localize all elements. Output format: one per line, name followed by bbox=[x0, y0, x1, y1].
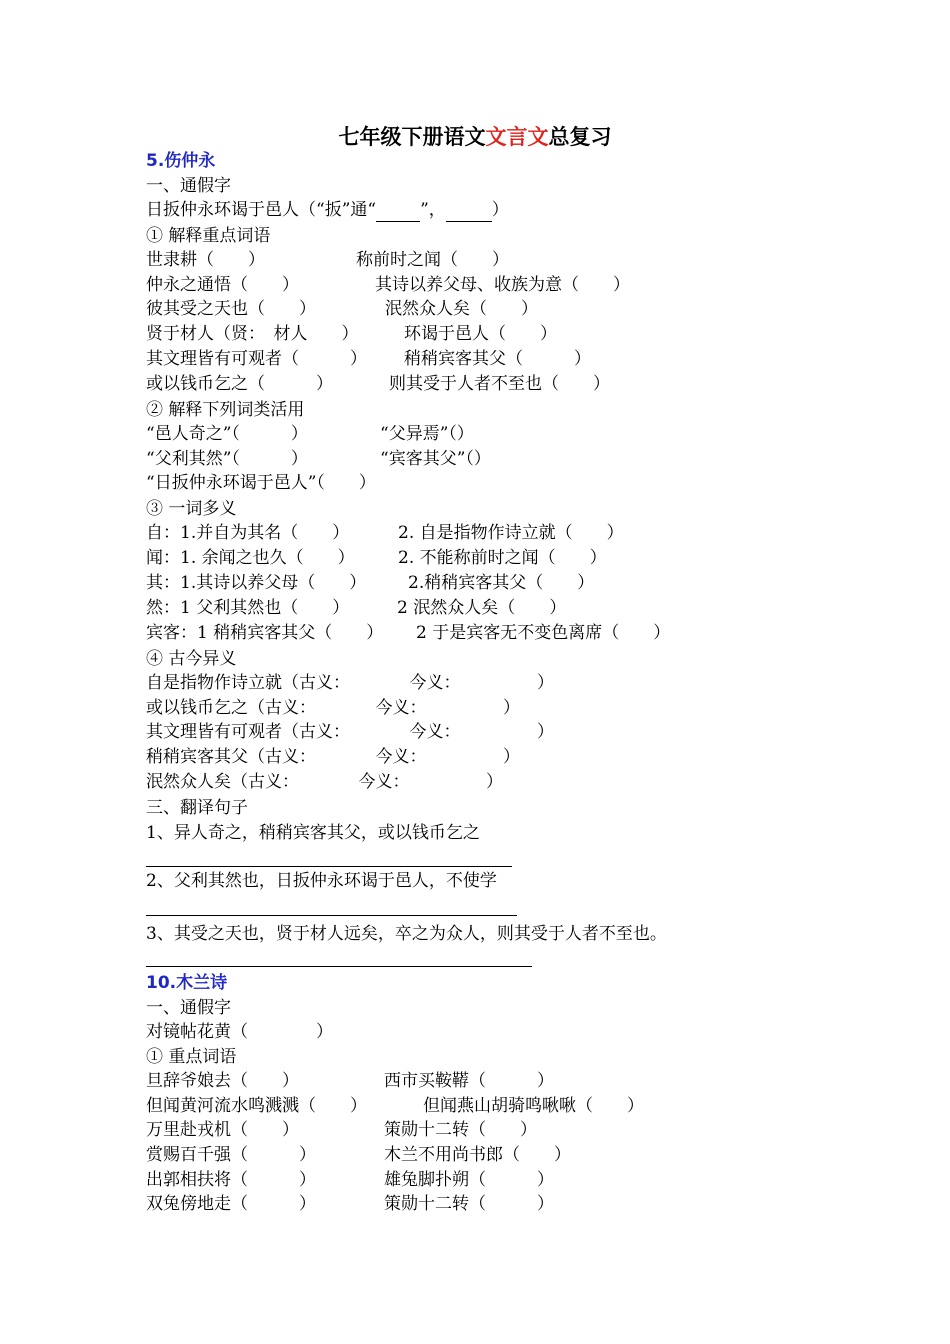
fanyi-item: 3、其受之天也，贤于材人远矣，卒之为众人，则其受于人者不至也。 bbox=[146, 924, 667, 944]
ciyu-left-item: 出郭相扶将（ ） bbox=[146, 1170, 316, 1190]
duoyi-left-item: 闻：1. 余闻之也久（ ） bbox=[146, 548, 355, 568]
ciyu-left-item: 贤于材人（贤： 材人 ） bbox=[146, 324, 359, 344]
ciyu-right-item: 泯然众人矣（ ） bbox=[385, 299, 538, 319]
title-highlight: 文言文 bbox=[485, 124, 549, 149]
duoyi-right-item: 2 泯然众人矣（ ） bbox=[397, 598, 567, 618]
title-suffix: 总复习 bbox=[548, 124, 612, 149]
huoyong-left-item: “父利其然”（ ） bbox=[146, 449, 308, 469]
gujin-item: 其文理皆有可观者（古义： 今义： ） bbox=[146, 722, 554, 742]
title-prefix: 七年级下册语文 bbox=[338, 124, 486, 149]
tongjia-text-b: ”， bbox=[420, 200, 446, 220]
huoyong-right-item: “宾客其父”（） bbox=[380, 449, 491, 469]
ciyu-left-item: 彼其受之天也（ ） bbox=[146, 299, 316, 319]
duoyi-right-item: 2.稍稍宾客其父（ ） bbox=[408, 573, 595, 593]
tongjia-line bbox=[146, 199, 509, 222]
duoyi-left-item: 自：1.并自为其名（ ） bbox=[146, 523, 350, 543]
ciyu-heading: ① 重点词语 bbox=[146, 1047, 237, 1067]
duoyi-heading: ③ 一词多义 bbox=[146, 499, 237, 519]
section-heading-mulanshi: 10.木兰诗 bbox=[146, 973, 228, 993]
ciyu-right-item: 雄兔脚扑朔（ ） bbox=[384, 1170, 554, 1190]
tongjia-heading: 一、通假字 bbox=[146, 998, 231, 1018]
ciyu-right-item: 环谒于邑人（ ） bbox=[404, 324, 557, 344]
ciyu-left-item: 仲永之通悟（ ） bbox=[146, 275, 299, 295]
gujin-item: 自是指物作诗立就（古义： 今义： ） bbox=[146, 673, 554, 693]
ciyu-right-item: 西市买鞍鞯（ ） bbox=[384, 1071, 554, 1091]
gujin-item: 或以钱币乞之（古义： 今义： ） bbox=[146, 698, 520, 718]
duoyi-right-item: 2 于是宾客无不变色离席（ ） bbox=[416, 623, 671, 643]
fanyi-item: 1、异人奇之，稍稍宾客其父，或以钱币乞之 bbox=[146, 823, 480, 843]
ciyu-right-item: 木兰不用尚书郎（ ） bbox=[384, 1145, 571, 1165]
answer-line[interactable] bbox=[146, 966, 532, 967]
section-heading-shangzhongyong: 5.伤仲永 bbox=[146, 151, 216, 171]
tongjia-text-c: ） bbox=[491, 200, 509, 220]
answer-blank[interactable] bbox=[376, 199, 420, 222]
duoyi-left-item: 然：1 父利其然也（ ） bbox=[146, 598, 350, 618]
ciyu-left-item: 万里赴戎机（ ） bbox=[146, 1120, 299, 1140]
ciyu-right-item: 称前时之闻（ ） bbox=[356, 250, 509, 270]
ciyu-right-item: 稍稍宾客其父（ ） bbox=[404, 349, 591, 369]
ciyu-right-item: 其诗以养父母、收族为意（ ） bbox=[375, 275, 630, 295]
huoyong-left-item: “邑人奇之”（ ） bbox=[146, 424, 308, 444]
duoyi-right-item: 2. 自是指物作诗立就（ ） bbox=[398, 523, 624, 543]
tongjia-text-a: 日扳仲永环谒于邑人（“扳”通“ bbox=[146, 200, 377, 220]
fanyi-item: 2、父利其然也，日扳仲永环谒于邑人，不使学 bbox=[146, 871, 497, 891]
duoyi-left-item: 宾客：1 稍稍宾客其父（ ） bbox=[146, 623, 384, 643]
duoyi-left-item: 其：1.其诗以养父母（ ） bbox=[146, 573, 367, 593]
answer-blank[interactable] bbox=[446, 199, 492, 222]
ciyu-heading: ① 解释重点词语 bbox=[146, 226, 271, 246]
ciyu-right-item: 策勋十二转（ ） bbox=[384, 1194, 554, 1214]
answer-line[interactable] bbox=[146, 915, 517, 916]
page-title bbox=[0, 123, 950, 151]
ciyu-left-item: 双兔傍地走（ ） bbox=[146, 1194, 316, 1214]
gujin-heading: ④ 古今异义 bbox=[146, 649, 237, 669]
ciyu-left-item: 世隶耕（ ） bbox=[146, 250, 265, 270]
tongjia-heading: 一、通假字 bbox=[146, 176, 231, 196]
ciyu-left-item: 或以钱币乞之（ ） bbox=[146, 374, 333, 394]
answer-line[interactable] bbox=[146, 866, 512, 867]
huoyong-left-item: “日扳仲永环谒于邑人”（ ） bbox=[146, 473, 376, 493]
ciyu-right-item: 则其受于人者不至也（ ） bbox=[389, 374, 610, 394]
ciyu-left-item: 旦辞爷娘去（ ） bbox=[146, 1071, 299, 1091]
ciyu-left-item: 其文理皆有可观者（ ） bbox=[146, 349, 367, 369]
ciyu-right-item: 但闻燕山胡骑鸣啾啾（ ） bbox=[423, 1096, 644, 1116]
gujin-item: 稍稍宾客其父（古义： 今义： ） bbox=[146, 747, 520, 767]
tongjia-item: 对镜帖花黄（ ） bbox=[146, 1022, 333, 1042]
fanyi-heading: 三、翻译句子 bbox=[146, 798, 248, 818]
ciyu-left-item: 但闻黄河流水鸣溅溅（ ） bbox=[146, 1096, 367, 1116]
huoyong-right-item: “父异焉”（） bbox=[380, 424, 474, 444]
gujin-item: 泯然众人矣（古义： 今义： ） bbox=[146, 772, 503, 792]
ciyu-right-item: 策勋十二转（ ） bbox=[384, 1120, 537, 1140]
huoyong-heading: ② 解释下列词类活用 bbox=[146, 400, 305, 420]
duoyi-right-item: 2. 不能称前时之闻（ ） bbox=[398, 548, 607, 568]
ciyu-left-item: 赏赐百千强（ ） bbox=[146, 1145, 316, 1165]
